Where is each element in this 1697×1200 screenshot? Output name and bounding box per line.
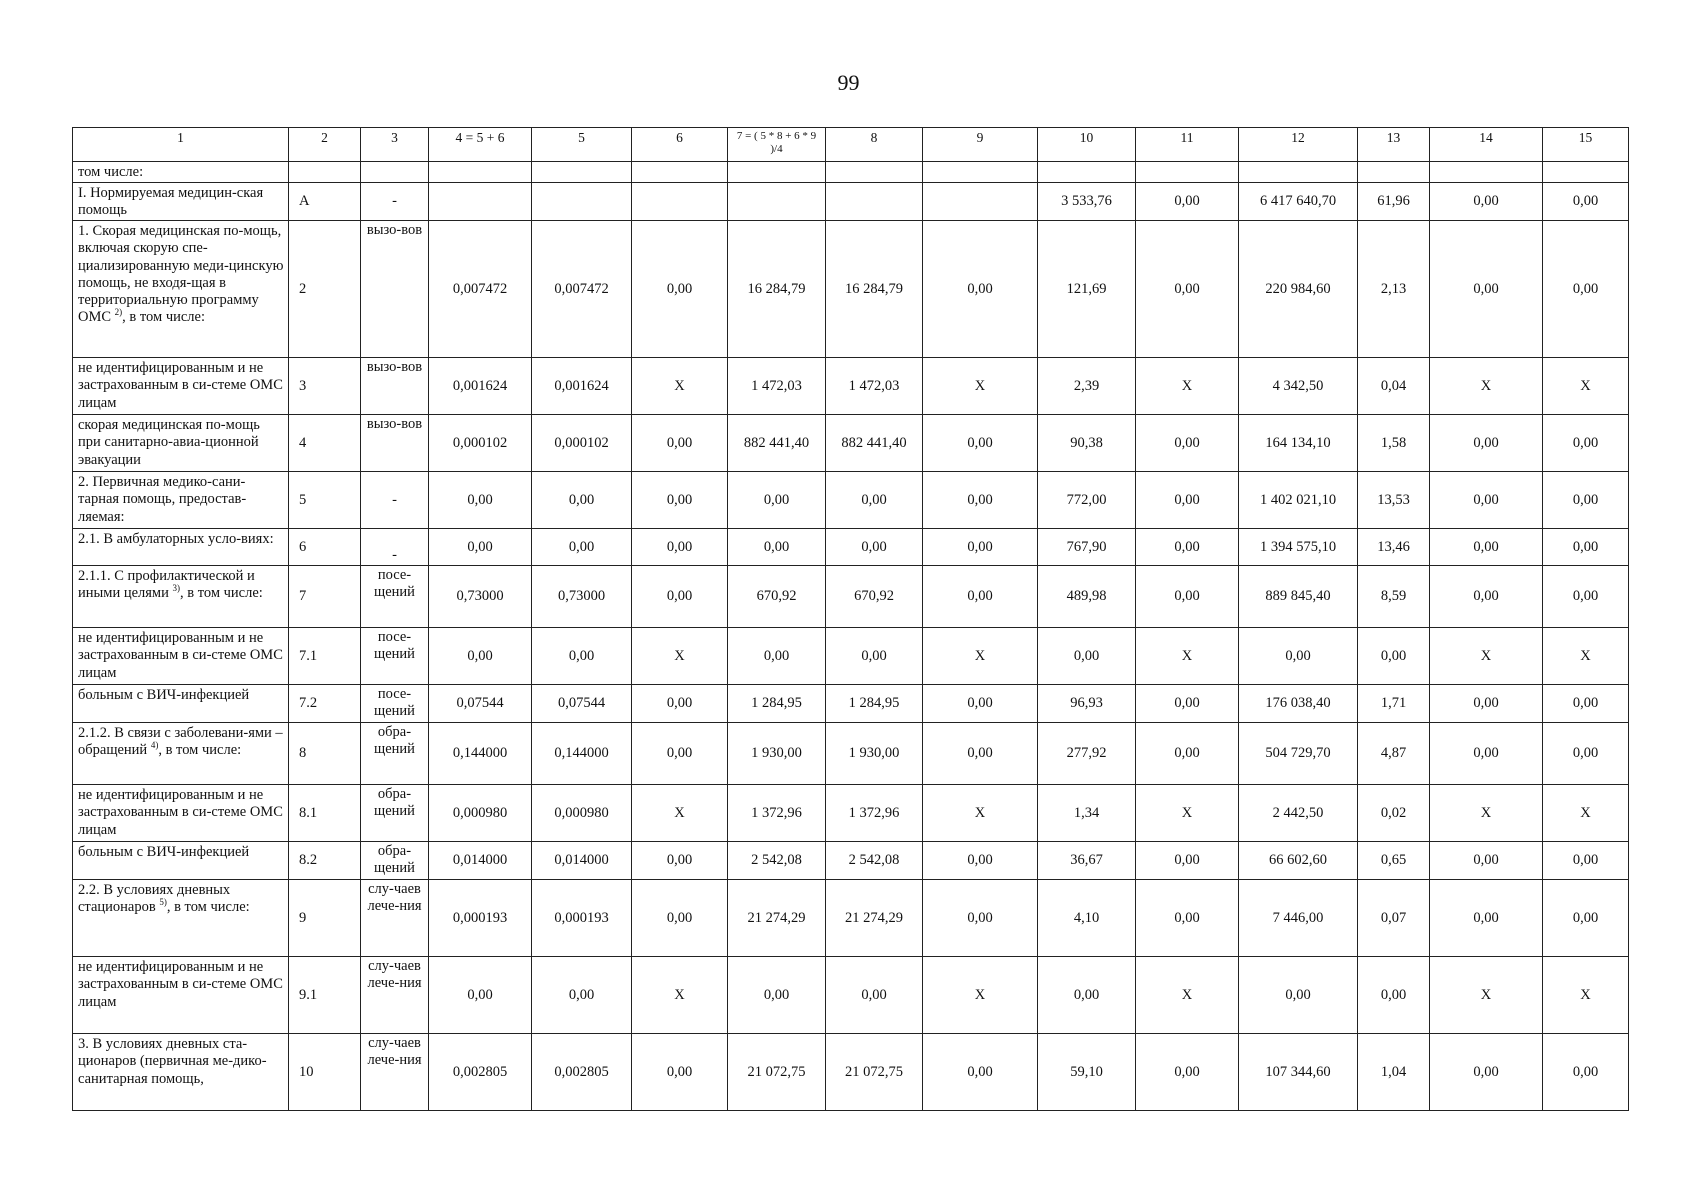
page-number: 99 bbox=[837, 70, 860, 95]
row-name-suffix: , в том числе: bbox=[122, 308, 206, 325]
row-unit: - bbox=[361, 472, 429, 529]
table-row bbox=[73, 628, 1629, 685]
value-cell: 0,00 bbox=[1136, 880, 1239, 957]
row-unit: обра-щений bbox=[361, 723, 429, 785]
row-name-text: не идентифицированным и не застрахованным в си-стеме ОМС лицам bbox=[78, 959, 283, 1010]
value-cell: Х bbox=[1136, 358, 1239, 415]
value-cell: 0,00 bbox=[532, 957, 632, 1034]
empty-cell bbox=[826, 162, 923, 183]
value-cell: 2 542,08 bbox=[826, 842, 923, 880]
value-cell: 164 134,10 bbox=[1239, 415, 1358, 472]
value-cell: 21 072,75 bbox=[728, 1034, 826, 1111]
column-header: 1 bbox=[73, 128, 289, 162]
value-cell: 0,00 bbox=[1136, 472, 1239, 529]
row-name-text: 1. Скорая медицинская по-мощь, включая скорую спе-циализированную меди-цинскую помощь, не входя-щая в территориальную программу ОМС bbox=[78, 223, 284, 325]
value-cell: Х bbox=[1430, 785, 1543, 842]
value-cell: 0,00 bbox=[1239, 957, 1358, 1034]
value-cell: 96,93 bbox=[1038, 685, 1136, 723]
value-cell: Х bbox=[1430, 957, 1543, 1034]
value-cell: 0,001624 bbox=[429, 358, 532, 415]
value-cell: 0,00 bbox=[826, 529, 923, 566]
row-name-text: не идентифицированным и не застрахованным в си-стеме ОМС лицам bbox=[78, 360, 283, 411]
value-cell bbox=[826, 183, 923, 221]
column-header: 6 bbox=[632, 128, 728, 162]
value-cell: 0,00 bbox=[826, 628, 923, 685]
empty-cell bbox=[1430, 162, 1543, 183]
row-unit: - bbox=[361, 529, 429, 566]
value-cell: 0,007472 bbox=[532, 221, 632, 358]
value-cell: 0,00 bbox=[1543, 880, 1629, 957]
value-cell: 0,00 bbox=[923, 1034, 1038, 1111]
table-row bbox=[73, 529, 1629, 566]
row-code: 8.1 bbox=[289, 785, 361, 842]
value-cell bbox=[429, 183, 532, 221]
value-cell: 1,04 bbox=[1358, 1034, 1430, 1111]
value-cell: 2 542,08 bbox=[728, 842, 826, 880]
row-code: 4 bbox=[289, 415, 361, 472]
value-cell: 0,00 bbox=[728, 472, 826, 529]
value-cell: 0,002805 bbox=[532, 1034, 632, 1111]
value-cell: 0,00 bbox=[1430, 723, 1543, 785]
value-cell: 3 533,76 bbox=[1038, 183, 1136, 221]
value-cell: 0,00 bbox=[728, 957, 826, 1034]
subheader-text: том числе: bbox=[73, 162, 289, 183]
value-cell: 0,144000 bbox=[532, 723, 632, 785]
table-row bbox=[73, 880, 1629, 957]
value-cell: Х bbox=[632, 785, 728, 842]
column-header: 11 bbox=[1136, 128, 1239, 162]
value-cell: 0,00 bbox=[1543, 566, 1629, 628]
column-header: 13 bbox=[1358, 128, 1430, 162]
value-cell: Х bbox=[923, 785, 1038, 842]
row-unit: слу-чаев лече-ния bbox=[361, 880, 429, 957]
value-cell: 1 394 575,10 bbox=[1239, 529, 1358, 566]
empty-cell bbox=[728, 162, 826, 183]
value-cell: 59,10 bbox=[1038, 1034, 1136, 1111]
row-name-suffix: , в том числе: bbox=[179, 585, 263, 602]
value-cell: 0,07544 bbox=[429, 685, 532, 723]
row-name bbox=[73, 221, 289, 358]
row-name-text: больным с ВИЧ-инфекцией bbox=[78, 687, 250, 704]
row-name bbox=[73, 472, 289, 529]
value-cell: 0,00 bbox=[632, 415, 728, 472]
row-code: А bbox=[289, 183, 361, 221]
row-name-suffix: , в том числе: bbox=[166, 899, 250, 916]
value-cell: 0,00 bbox=[1136, 723, 1239, 785]
empty-cell bbox=[1136, 162, 1239, 183]
empty-cell bbox=[289, 162, 361, 183]
table-body bbox=[73, 128, 1629, 1111]
row-name bbox=[73, 183, 289, 221]
row-unit: слу-чаев лече-ния bbox=[361, 1034, 429, 1111]
value-cell: Х bbox=[923, 628, 1038, 685]
value-cell: 0,00 bbox=[1038, 957, 1136, 1034]
value-cell: 1 284,95 bbox=[728, 685, 826, 723]
table-row bbox=[73, 566, 1629, 628]
row-code: 3 bbox=[289, 358, 361, 415]
value-cell: 61,96 bbox=[1358, 183, 1430, 221]
footnote-ref: 5) bbox=[159, 897, 167, 908]
row-name-text: скорая медицинская по-мощь при санитарно-авиа-ционной эвакуации bbox=[78, 417, 260, 468]
row-name-text: 2.1.1. С профилактической и иными целями bbox=[78, 568, 255, 602]
table-row bbox=[73, 957, 1629, 1034]
value-cell: 21 274,29 bbox=[728, 880, 826, 957]
value-cell: 0,00 bbox=[1543, 685, 1629, 723]
value-cell: 8,59 bbox=[1358, 566, 1430, 628]
value-cell: 0,00 bbox=[923, 472, 1038, 529]
value-cell: 0,00 bbox=[632, 723, 728, 785]
value-cell: 36,67 bbox=[1038, 842, 1136, 880]
value-cell: 0,00 bbox=[1136, 685, 1239, 723]
value-cell: 220 984,60 bbox=[1239, 221, 1358, 358]
value-cell: Х bbox=[1543, 785, 1629, 842]
value-cell bbox=[728, 183, 826, 221]
value-cell: 0,014000 bbox=[532, 842, 632, 880]
value-cell: 0,00 bbox=[632, 880, 728, 957]
value-cell: 13,46 bbox=[1358, 529, 1430, 566]
row-code: 7.1 bbox=[289, 628, 361, 685]
empty-cell bbox=[361, 162, 429, 183]
value-cell: 882 441,40 bbox=[826, 415, 923, 472]
value-cell: 1 402 021,10 bbox=[1239, 472, 1358, 529]
value-cell: 0,00 bbox=[1430, 529, 1543, 566]
footnote-ref: 4) bbox=[150, 740, 159, 751]
value-cell: Х bbox=[923, 957, 1038, 1034]
value-cell: 0,00 bbox=[1136, 415, 1239, 472]
value-cell: 0,000193 bbox=[429, 880, 532, 957]
value-cell: 0,00 bbox=[429, 472, 532, 529]
value-cell: 0,00 bbox=[632, 221, 728, 358]
value-cell bbox=[923, 183, 1038, 221]
row-code: 8.2 bbox=[289, 842, 361, 880]
value-cell: 0,00 bbox=[1543, 1034, 1629, 1111]
value-cell: 4 342,50 bbox=[1239, 358, 1358, 415]
value-cell: 0,00 bbox=[1543, 842, 1629, 880]
row-name bbox=[73, 415, 289, 472]
row-name bbox=[73, 566, 289, 628]
value-cell: 0,00 bbox=[632, 529, 728, 566]
value-cell: 0,014000 bbox=[429, 842, 532, 880]
value-cell: 4,10 bbox=[1038, 880, 1136, 957]
value-cell: 0,00 bbox=[1543, 415, 1629, 472]
value-cell: 1 372,96 bbox=[728, 785, 826, 842]
empty-cell bbox=[532, 162, 632, 183]
value-cell: 0,00 bbox=[1136, 221, 1239, 358]
value-cell: 1,71 bbox=[1358, 685, 1430, 723]
row-unit: вызо-вов bbox=[361, 221, 429, 358]
table-row bbox=[73, 723, 1629, 785]
column-header: 10 bbox=[1038, 128, 1136, 162]
value-cell: 0,00 bbox=[923, 529, 1038, 566]
value-cell: 0,00 bbox=[1430, 842, 1543, 880]
value-cell: 0,00 bbox=[1136, 1034, 1239, 1111]
value-cell: Х bbox=[1543, 628, 1629, 685]
column-header: 12 bbox=[1239, 128, 1358, 162]
row-name-text: не идентифицированным и не застрахованным в си-стеме ОМС лицам bbox=[78, 787, 283, 838]
value-cell: 0,00 bbox=[923, 723, 1038, 785]
value-cell: 1 372,96 bbox=[826, 785, 923, 842]
value-cell: 0,00 bbox=[429, 628, 532, 685]
empty-cell bbox=[1358, 162, 1430, 183]
row-name bbox=[73, 685, 289, 723]
row-unit: посе-щений bbox=[361, 566, 429, 628]
value-cell: 0,002805 bbox=[429, 1034, 532, 1111]
value-cell: 0,00 bbox=[826, 472, 923, 529]
row-code: 7.2 bbox=[289, 685, 361, 723]
row-name-text: 3. В условиях дневных ста-ционаров (первичная ме-дико- санитарная помощь, bbox=[78, 1036, 267, 1087]
value-cell: 0,00 bbox=[1430, 183, 1543, 221]
row-name-text: больным с ВИЧ-инфекцией bbox=[78, 844, 250, 861]
value-cell: 0,144000 bbox=[429, 723, 532, 785]
value-cell: 882 441,40 bbox=[728, 415, 826, 472]
row-name-suffix: , в том числе: bbox=[158, 742, 242, 759]
value-cell: Х bbox=[1543, 358, 1629, 415]
value-cell: 0,07 bbox=[1358, 880, 1430, 957]
value-cell: 0,00 bbox=[429, 529, 532, 566]
row-code: 8 bbox=[289, 723, 361, 785]
value-cell: 16 284,79 bbox=[728, 221, 826, 358]
value-cell: 767,90 bbox=[1038, 529, 1136, 566]
value-cell: 1 284,95 bbox=[826, 685, 923, 723]
value-cell bbox=[532, 183, 632, 221]
value-cell: 1 472,03 bbox=[728, 358, 826, 415]
value-cell: 0,00 bbox=[632, 685, 728, 723]
column-header: 8 bbox=[826, 128, 923, 162]
value-cell: 6 417 640,70 bbox=[1239, 183, 1358, 221]
row-unit: посе-щений bbox=[361, 628, 429, 685]
value-cell: Х bbox=[632, 628, 728, 685]
value-cell: 0,00 bbox=[1136, 842, 1239, 880]
value-cell: 90,38 bbox=[1038, 415, 1136, 472]
value-cell: 0,00 bbox=[1038, 628, 1136, 685]
column-header: 15 bbox=[1543, 128, 1629, 162]
value-cell: 0,00 bbox=[1430, 415, 1543, 472]
row-name bbox=[73, 529, 289, 566]
value-cell: 0,73000 bbox=[429, 566, 532, 628]
value-cell: 4,87 bbox=[1358, 723, 1430, 785]
row-code: 2 bbox=[289, 221, 361, 358]
value-cell bbox=[632, 183, 728, 221]
value-cell: 1 930,00 bbox=[826, 723, 923, 785]
value-cell: 16 284,79 bbox=[826, 221, 923, 358]
subheader-row bbox=[73, 162, 1629, 183]
value-cell: 670,92 bbox=[826, 566, 923, 628]
value-cell: 0,00 bbox=[1543, 221, 1629, 358]
value-cell: 277,92 bbox=[1038, 723, 1136, 785]
value-cell: 1 472,03 bbox=[826, 358, 923, 415]
value-cell: 0,00 bbox=[632, 842, 728, 880]
value-cell: 0,00 bbox=[632, 1034, 728, 1111]
table-row bbox=[73, 685, 1629, 723]
value-cell: 0,00 bbox=[632, 472, 728, 529]
value-cell: Х bbox=[632, 358, 728, 415]
value-cell: 0,00 bbox=[1430, 566, 1543, 628]
value-cell: 0,000102 bbox=[429, 415, 532, 472]
value-cell: 1,58 bbox=[1358, 415, 1430, 472]
value-cell: 0,00 bbox=[1430, 221, 1543, 358]
row-name bbox=[73, 957, 289, 1034]
row-name bbox=[73, 842, 289, 880]
value-cell: Х bbox=[1430, 628, 1543, 685]
row-unit: обра-щений bbox=[361, 842, 429, 880]
value-cell: 2 442,50 bbox=[1239, 785, 1358, 842]
value-cell: Х bbox=[923, 358, 1038, 415]
row-unit: посе-щений bbox=[361, 685, 429, 723]
value-cell: 1,34 bbox=[1038, 785, 1136, 842]
row-unit: вызо-вов bbox=[361, 358, 429, 415]
value-cell: Х bbox=[1136, 957, 1239, 1034]
value-cell: 0,000102 bbox=[532, 415, 632, 472]
value-cell: 0,00 bbox=[826, 957, 923, 1034]
value-cell: 0,73000 bbox=[532, 566, 632, 628]
value-cell: 772,00 bbox=[1038, 472, 1136, 529]
row-code: 6 bbox=[289, 529, 361, 566]
empty-cell bbox=[1038, 162, 1136, 183]
value-cell: 66 602,60 bbox=[1239, 842, 1358, 880]
column-header: 2 bbox=[289, 128, 361, 162]
value-cell: Х bbox=[1430, 358, 1543, 415]
value-cell: 0,00 bbox=[1543, 529, 1629, 566]
table-row bbox=[73, 842, 1629, 880]
value-cell: 121,69 bbox=[1038, 221, 1136, 358]
row-name-text: 2. Первичная медико-сани-тарная помощь, предостав-ляемая: bbox=[78, 474, 247, 525]
value-cell: Х bbox=[1543, 957, 1629, 1034]
table-row bbox=[73, 221, 1629, 358]
value-cell: 889 845,40 bbox=[1239, 566, 1358, 628]
value-cell: 7 446,00 bbox=[1239, 880, 1358, 957]
row-name bbox=[73, 628, 289, 685]
row-unit: вызо-вов bbox=[361, 415, 429, 472]
value-cell: 0,000193 bbox=[532, 880, 632, 957]
value-cell: 0,00 bbox=[1430, 472, 1543, 529]
value-cell: Х bbox=[1136, 628, 1239, 685]
value-cell: 0,00 bbox=[728, 628, 826, 685]
value-cell: 0,00 bbox=[923, 842, 1038, 880]
row-unit: слу-чаев лече-ния bbox=[361, 957, 429, 1034]
value-cell: 0,00 bbox=[923, 566, 1038, 628]
value-cell: Х bbox=[1136, 785, 1239, 842]
value-cell: 0,00 bbox=[532, 472, 632, 529]
row-name bbox=[73, 880, 289, 957]
value-cell: 0,00 bbox=[923, 685, 1038, 723]
value-cell: 0,00 bbox=[1543, 183, 1629, 221]
data-table bbox=[72, 127, 1629, 1111]
value-cell: 0,00 bbox=[532, 628, 632, 685]
row-code: 9 bbox=[289, 880, 361, 957]
table-row bbox=[73, 358, 1629, 415]
value-cell: 2,39 bbox=[1038, 358, 1136, 415]
table-row bbox=[73, 183, 1629, 221]
value-cell: 0,00 bbox=[923, 880, 1038, 957]
footnote-ref: 2) bbox=[114, 307, 123, 318]
value-cell: 0,00 bbox=[1543, 472, 1629, 529]
value-cell: 0,07544 bbox=[532, 685, 632, 723]
column-header: 14 bbox=[1430, 128, 1543, 162]
value-cell: 0,02 bbox=[1358, 785, 1430, 842]
value-cell: Х bbox=[632, 957, 728, 1034]
value-cell: 0,007472 bbox=[429, 221, 532, 358]
value-cell: 21 274,29 bbox=[826, 880, 923, 957]
value-cell: 0,001624 bbox=[532, 358, 632, 415]
value-cell: 21 072,75 bbox=[826, 1034, 923, 1111]
value-cell: 0,00 bbox=[1430, 880, 1543, 957]
value-cell: 0,00 bbox=[1358, 957, 1430, 1034]
table-row bbox=[73, 472, 1629, 529]
row-name-text: не идентифицированным и не застрахованным в си-стеме ОМС лицам bbox=[78, 630, 283, 681]
row-name-text: 2.2. В условиях дневных стационаров bbox=[78, 882, 231, 916]
column-number-row bbox=[73, 128, 1629, 162]
value-cell: 0,00 bbox=[429, 957, 532, 1034]
row-code: 9.1 bbox=[289, 957, 361, 1034]
column-header: 4 = 5 + 6 bbox=[429, 128, 532, 162]
row-name bbox=[73, 785, 289, 842]
row-unit: - bbox=[361, 183, 429, 221]
value-cell: 0,00 bbox=[923, 415, 1038, 472]
empty-cell bbox=[923, 162, 1038, 183]
row-code: 5 bbox=[289, 472, 361, 529]
table-row bbox=[73, 785, 1629, 842]
empty-cell bbox=[632, 162, 728, 183]
value-cell: 504 729,70 bbox=[1239, 723, 1358, 785]
row-unit: обра-щений bbox=[361, 785, 429, 842]
value-cell: 0,65 bbox=[1358, 842, 1430, 880]
value-cell: 0,00 bbox=[1136, 183, 1239, 221]
row-name-text: I. Нормируемая медицин-ская помощь bbox=[78, 185, 264, 219]
empty-cell bbox=[429, 162, 532, 183]
value-cell: 0,00 bbox=[1239, 628, 1358, 685]
value-cell: 2,13 bbox=[1358, 221, 1430, 358]
value-cell: 670,92 bbox=[728, 566, 826, 628]
value-cell: 0,00 bbox=[923, 221, 1038, 358]
value-cell: 489,98 bbox=[1038, 566, 1136, 628]
column-header: 3 bbox=[361, 128, 429, 162]
column-header: 5 bbox=[532, 128, 632, 162]
empty-cell bbox=[1239, 162, 1358, 183]
row-name-text: 2.1.2. В связи с заболевани-ями – обращений bbox=[78, 725, 283, 759]
value-cell: 0,00 bbox=[1543, 723, 1629, 785]
value-cell: 0,00 bbox=[532, 529, 632, 566]
value-cell: 0,00 bbox=[1358, 628, 1430, 685]
row-name bbox=[73, 723, 289, 785]
footnote-ref: 3) bbox=[172, 583, 180, 594]
value-cell: 0,00 bbox=[1430, 1034, 1543, 1111]
value-cell: 0,000980 bbox=[429, 785, 532, 842]
value-cell: 0,000980 bbox=[532, 785, 632, 842]
value-cell: 0,00 bbox=[1136, 566, 1239, 628]
value-cell: 0,04 bbox=[1358, 358, 1430, 415]
table-row bbox=[73, 415, 1629, 472]
value-cell: 0,00 bbox=[632, 566, 728, 628]
column-header: 7 = ( 5 * 8 + 6 * 9 )/4 bbox=[728, 128, 826, 162]
value-cell: 13,53 bbox=[1358, 472, 1430, 529]
row-name bbox=[73, 358, 289, 415]
value-cell: 107 344,60 bbox=[1239, 1034, 1358, 1111]
row-name-text: 2.1. В амбулаторных усло-виях: bbox=[78, 531, 274, 548]
value-cell: 0,00 bbox=[1430, 685, 1543, 723]
value-cell: 176 038,40 bbox=[1239, 685, 1358, 723]
value-cell: 1 930,00 bbox=[728, 723, 826, 785]
value-cell: 0,00 bbox=[728, 529, 826, 566]
row-code: 10 bbox=[289, 1034, 361, 1111]
row-code: 7 bbox=[289, 566, 361, 628]
table-row bbox=[73, 1034, 1629, 1111]
column-header: 9 bbox=[923, 128, 1038, 162]
value-cell: 0,00 bbox=[1136, 529, 1239, 566]
empty-cell bbox=[1543, 162, 1629, 183]
row-name bbox=[73, 1034, 289, 1111]
